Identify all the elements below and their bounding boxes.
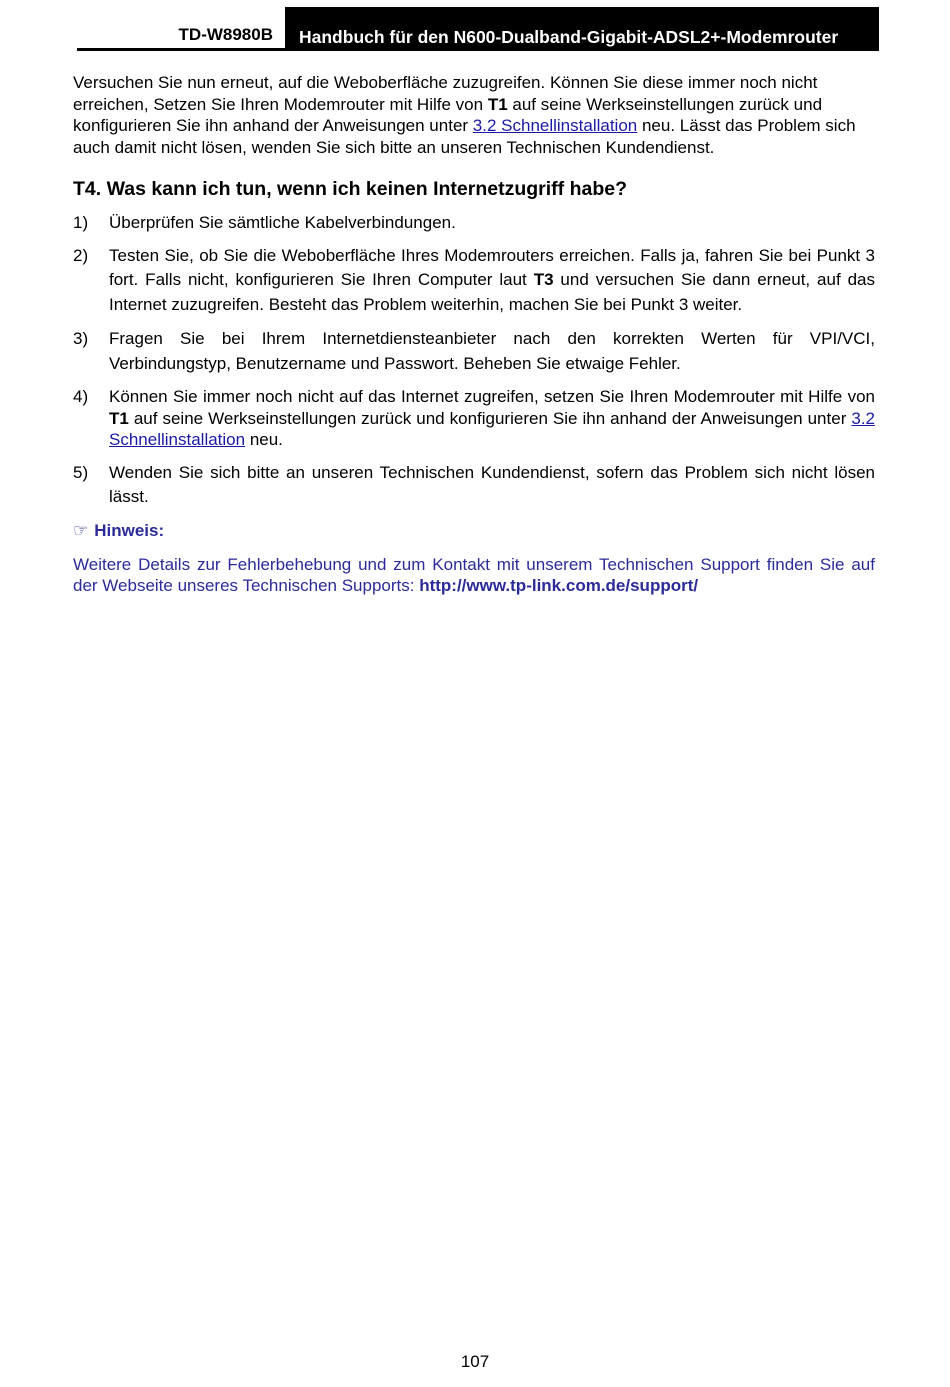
note-heading: ☞ Hinweis: — [73, 520, 165, 540]
list-item: 5) Wenden Sie sich bitte an unseren Technischen Kundendienst, sofern das Problem sich nicht lösen lässt. — [73, 462, 875, 506]
pointing-hand-icon: ☞ — [73, 520, 89, 540]
model-name: TD-W8980B — [77, 7, 285, 51]
list-item: 2) Testen Sie, ob Sie die Weboberfläche Ihres Modemrouters erreichen. Falls ja, fahren Sie bei Punkt 3 fort. Falls nicht, konfigurieren Sie Ihren Computer laut T3 und versuchen Sie dann erneut, auf das Internet zuzugreifen. Besteht das Problem weiterhin, machen Sie bei Punkt 3 weiter. — [73, 245, 876, 314]
section-heading: T4. Was kann ich tun, wenn ich keinen Internetzugriff habe? — [73, 178, 628, 200]
page-content — [73, 72, 875, 597]
page-header — [77, 7, 879, 51]
note-text: Weitere Details zur Fehlerbehebung und zum Kontakt mit unserem Technischen Support finden Sie auf der Webseite unseres Technischen Supports: http://www.tp-link.com.de/support/ — [73, 554, 875, 595]
intro-paragraph: Versuchen Sie nun erneut, auf die Weboberfläche zuzugreifen. Können Sie diese immer noch nicht erreichen, Setzen Sie Ihren Modemrouter mit Hilfe von T1 auf seine Werkseinstellungen zurück und konfigurieren Sie ihn anhand der Anweisungen unter 3.2 Schnellinstallation neu. Lässt das Problem sich auch damit nicht lösen, wenden Sie sich bitte an unseren Technischen Kundendienst. — [73, 73, 856, 157]
manual-title: Handbuch für den N600-Dualband-Gigabit-ADSL2+-Modemrouter — [299, 27, 839, 47]
list-item: 3) Fragen Sie bei Ihrem Internetdiensteanbieter nach den korrekten Werten für VPI/VCI, Verbindungstyp, Benutzername und Passwort. Beheben Sie etwaige Fehler. — [73, 329, 875, 373]
quick-install-link[interactable]: 3.2 Schnellinstallation — [472, 116, 638, 135]
quick-install-link[interactable]: 3.2 Schnellinstallation — [109, 408, 875, 449]
support-url-link[interactable]: http://www.tp-link.com.de/support/ — [419, 576, 699, 595]
list-item: 1) Überprüfen Sie sämtliche Kabelverbindungen. — [73, 213, 456, 232]
list-item: 4) Können Sie immer noch nicht auf das Internet zugreifen, setzen Sie Ihren Modemrouter mit Hilfe von T1 auf seine Werkseinstellungen zurück und konfigurieren Sie ihn anhand der Anweisungen unter 3.2 Schnellinstallation neu. — [73, 387, 875, 449]
manual-title-bar — [285, 7, 879, 51]
page-number: 107 — [460, 1352, 490, 1371]
steps-list — [73, 212, 875, 510]
